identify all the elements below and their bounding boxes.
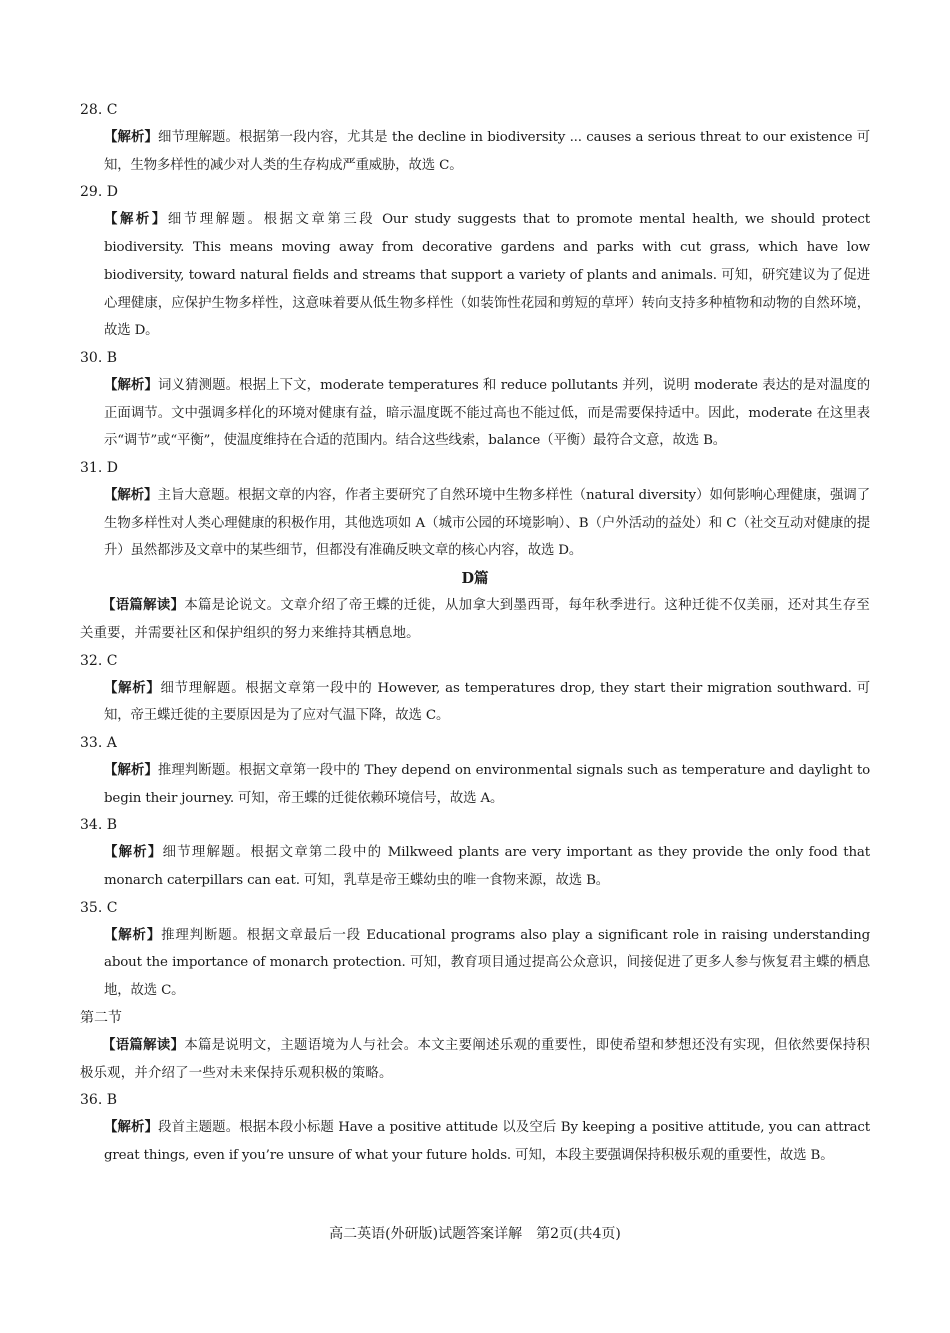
question-number: 30. B — [80, 349, 118, 366]
content-area — [80, 97, 870, 1170]
summary-tag: 【语篇解读】 — [102, 598, 185, 614]
explanation-tag: 【解析】 — [104, 487, 158, 504]
section-two-label: 第二节 — [80, 1009, 122, 1026]
explanation-tag: 【解析】 — [104, 376, 159, 393]
question-number: 35. C — [80, 899, 118, 916]
question-number: 32. C — [80, 652, 118, 669]
question-number: 28. C — [80, 102, 118, 118]
explanation-tag: 【解析】 — [104, 679, 161, 696]
explanation-text: 细节理解题。根据第一段内容，尤其是 the decline in biodiversity ... causes a serious threat to our existence 可知，生物多样性的减少对人类的生存构成严重威胁，故选 C。 — [104, 130, 870, 173]
section-title-d: D篇 — [461, 570, 489, 588]
explanation — [104, 1114, 870, 1169]
explanation-tag: 【解析】 — [104, 926, 162, 943]
summary-tag: 【语篇解读】 — [102, 1037, 185, 1053]
explanation — [104, 482, 870, 565]
explanation-text: 推理判断题。根据文章第一段中的 They depend on environmental signals such as temperature and daylight to begin their journey. 可知，帝王蝶的迁徙依赖环境信号，故选 A。 — [104, 762, 870, 806]
explanation — [104, 757, 870, 812]
summary-text: 本篇是论说文。文章介绍了帝王蝶的迁徙，从加拿大到墨西哥，每年秋季进行。这种迁徙不仅美丽，还对其生存至关重要，并需要社区和保护组织的努力来维持其栖息地。 — [80, 598, 871, 641]
explanation — [104, 124, 870, 179]
summary-text: 本篇是说明文，主题语境为人与社会。本文主要阐述乐观的重要性，即使希望和梦想还没有实现，但依然要保持积极乐观，并介绍了一些对未来保持乐观积极的策略。 — [80, 1037, 871, 1081]
page-footer: 高二英语(外研版)试题答案详解 第2页(共4页) — [329, 1226, 621, 1242]
explanation — [104, 372, 870, 455]
explanation-tag: 【解析】 — [104, 1119, 159, 1136]
explanation-text: 推理判断题。根据文章最后一段 Educational programs also play a significant role in raising understanding about the importance of monarch protection. 可知，教育项目通过提高公众意识，间接促进了更多人参与恢复君主蝶的栖息地，故选 C。 — [104, 927, 870, 999]
question-number: 31. D — [80, 460, 118, 477]
explanation — [104, 675, 870, 730]
passage-summary — [80, 592, 870, 647]
explanation-tag: 【解析】 — [104, 761, 158, 778]
explanation — [104, 922, 870, 1005]
explanation — [104, 839, 870, 894]
explanation-text: 主旨大意题。根据文章的内容，作者主要研究了自然环境中生物多样性（natural diversity）如何影响心理健康，强调了生物多样性对人类心理健康的积极作用，其他选项如 A（城市公园的环境影响）、B（户外活动的益处）和 C（社交互动对健康的提升）虽然都涉及文章中的某些细节，但都没有准确反映文章的核心内容，故选 D。 — [104, 488, 870, 559]
passage-summary — [80, 1032, 870, 1087]
explanation-tag: 【解析】 — [104, 129, 159, 145]
explanation-text: 细节理解题。根据文章第二段中的 Milkweed plants are very important as they provide the only food that monarch caterpillars can eat. 可知，乳草是帝王蝶幼虫的唯一食物来源，故选 B。 — [104, 845, 870, 889]
explanation-text: 段首主题题。根据本段小标题 Have a positive attitude 以及空后 By keeping a positive attitude, you can attract great things, even if you’re unsure of what your future holds. 可知，本段主要强调保持积极乐观的重要性，故选 B。 — [104, 1120, 870, 1163]
explanation-text: 细节理解题。根据文章第一段中的 However, as temperatures drop, they start their migration southward. 可知，帝王蝶迁徙的主要原因是为了应对气温下降，故选 C。 — [104, 680, 870, 724]
question-number: 33. A — [80, 734, 117, 751]
question-number: 36. B — [80, 1092, 118, 1109]
explanation-text: 细节理解题。根据文章第三段 Our study suggests that to promote mental health, we should protect biodiversity. This means moving away from decorative gardens and parks with cut grass, which have low biodiversity, toward natural fields and streams that support a variety of plants and animals. 可知，研究建议为了促进心理健康，应保护生物多样性，这意味着要从低生物多样性（如装饰性花园和剪短的草坪）转向支持多种植物和动物的自然环境，故选 D。 — [104, 212, 870, 339]
explanation — [104, 206, 870, 345]
explanation-tag: 【解析】 — [104, 211, 168, 228]
explanation-tag: 【解析】 — [104, 844, 163, 861]
question-number: 34. B — [80, 817, 118, 834]
explanation-text: 词义猜测题。根据上下文，moderate temperatures 和 reduce pollutants 并列，说明 moderate 表达的是对温度的正面调节。文中强调多样化的环境对健康有益，暗示温度既不能过高也不能过低，而是需要保持适中。因此，moderate 在这里表示“调节”或“平衡”，使温度维持在合适的范围内。结合这些线索，balance（平衡）最符合文意，故选 B。 — [104, 377, 871, 449]
question-number: 29. D — [80, 184, 118, 201]
